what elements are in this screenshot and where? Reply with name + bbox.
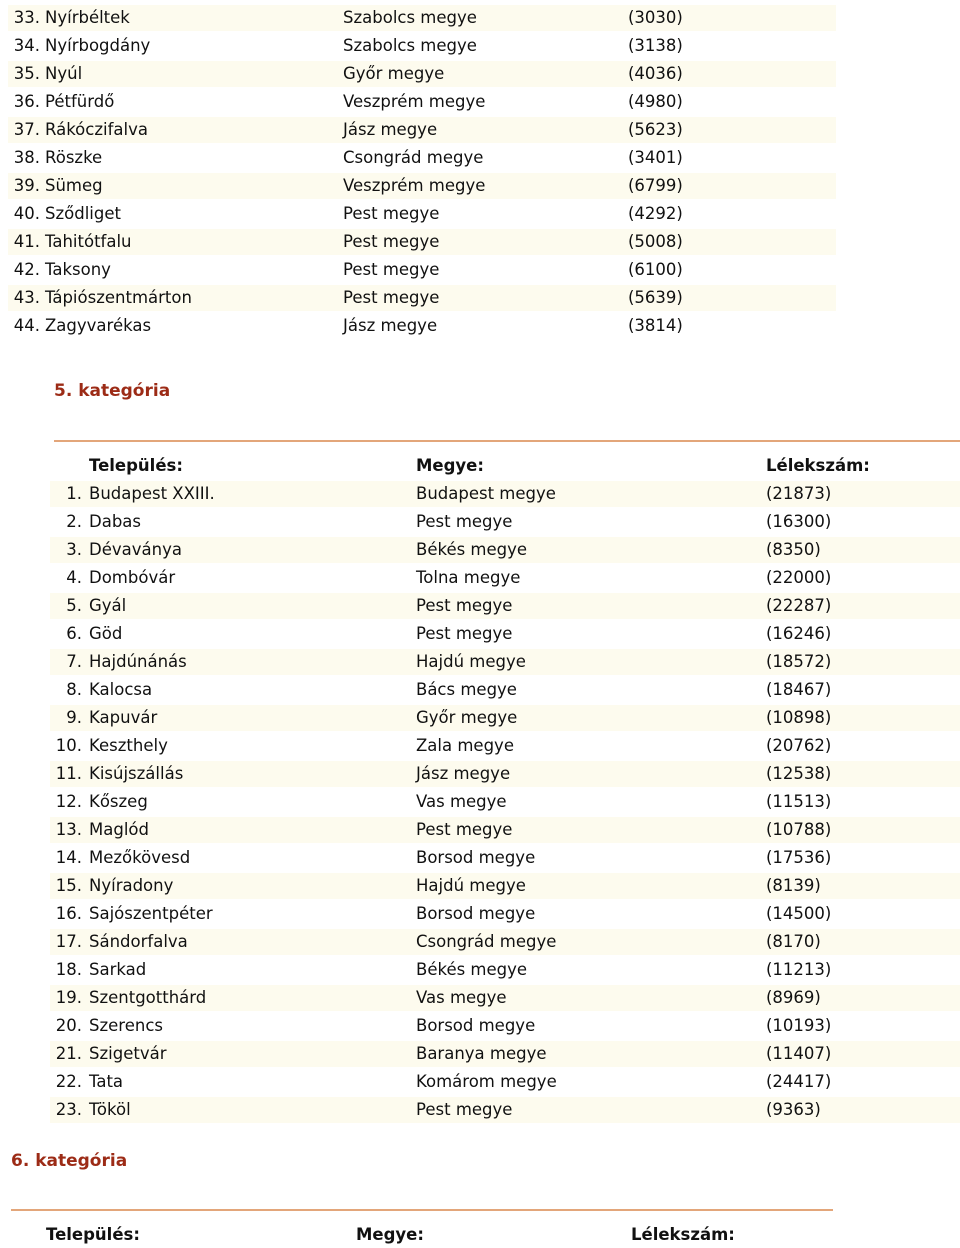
table-row (8, 5, 836, 31)
table-header-row (50, 453, 960, 479)
settlement-name: Tahitótfalu (45, 232, 132, 251)
county-name: Pest megye (416, 820, 513, 839)
county-name: Pest megye (416, 512, 513, 531)
table-row (50, 761, 960, 787)
county-name: Pest megye (416, 1100, 513, 1119)
county-name: Hajdú megye (416, 876, 526, 895)
settlement-name: Kapuvár (89, 708, 158, 727)
settlement-name: Röszke (45, 148, 103, 167)
county-name: Hajdú megye (416, 652, 526, 671)
population-value: (11407) (766, 1044, 832, 1063)
table-row (8, 89, 836, 115)
row-number: 5. (66, 596, 82, 615)
settlement-name: Kisújszállás (89, 764, 184, 783)
population-value: (5639) (628, 288, 683, 307)
row-number: 36. (13, 92, 40, 111)
settlement-name: Dabas (89, 512, 141, 531)
county-name: Csongrád megye (343, 148, 484, 167)
settlement-name: Szerencs (89, 1016, 163, 1035)
county-name: Pest megye (343, 260, 440, 279)
county-name: Bács megye (416, 680, 517, 699)
row-number: 19. (55, 988, 82, 1007)
settlement-name: Zagyvarékas (45, 316, 152, 335)
category-6-divider (11, 1209, 833, 1211)
population-value: (9363) (766, 1100, 821, 1119)
row-number: 13. (55, 820, 82, 839)
settlement-name: Kőszeg (89, 792, 148, 811)
row-number: 8. (66, 680, 82, 699)
table-row (50, 677, 960, 703)
settlement-name: Tököl (89, 1100, 131, 1119)
settlement-name: Göd (89, 624, 123, 643)
county-name: Borsod megye (416, 848, 536, 867)
table-header-row (8, 1222, 834, 1248)
population-value: (20762) (766, 736, 832, 755)
row-number: 4. (66, 568, 82, 587)
settlement-name: Szigetvár (89, 1044, 167, 1063)
population-value: (3030) (628, 8, 683, 27)
population-value: (6799) (628, 176, 683, 195)
table-row (50, 789, 960, 815)
table-row (50, 1069, 960, 1095)
table-row (8, 33, 836, 59)
settlement-name: Gyál (89, 596, 127, 615)
table-row (50, 957, 960, 983)
county-name: Pest megye (343, 232, 440, 251)
county-name: Békés megye (416, 540, 528, 559)
county-name: Pest megye (343, 288, 440, 307)
county-name: Baranya megye (416, 1044, 547, 1063)
county-name: Jász megye (416, 764, 511, 783)
settlement-name: Nyírbéltek (45, 8, 130, 27)
settlement-name: Sümeg (45, 176, 103, 195)
row-number: 21. (55, 1044, 82, 1063)
population-value: (3138) (628, 36, 683, 55)
row-number: 39. (13, 176, 40, 195)
settlement-name: Kalocsa (89, 680, 153, 699)
county-name: Vas megye (416, 988, 507, 1007)
row-number: 11. (55, 764, 82, 783)
county-name: Győr megye (343, 64, 445, 83)
population-value: (12538) (766, 764, 832, 783)
settlement-name: Tápiószentmárton (45, 288, 192, 307)
settlement-name: Sajószentpéter (89, 904, 213, 923)
county-name: Pest megye (416, 596, 513, 615)
row-number: 2. (66, 512, 82, 531)
population-value: (16246) (766, 624, 832, 643)
row-number: 15. (55, 876, 82, 895)
county-name: Csongrád megye (416, 932, 557, 951)
table-row (50, 845, 960, 871)
population-value: (10788) (766, 820, 832, 839)
header-county: Megye: (356, 1225, 424, 1244)
table-row (8, 257, 836, 283)
table-row (8, 145, 836, 171)
settlement-name: Sződliget (45, 204, 121, 223)
row-number: 16. (55, 904, 82, 923)
county-name: Komárom megye (416, 1072, 557, 1091)
population-value: (11513) (766, 792, 832, 811)
row-number: 22. (55, 1072, 82, 1091)
population-value: (3814) (628, 316, 683, 335)
population-value: (4292) (628, 204, 683, 223)
county-name: Tolna megye (416, 568, 521, 587)
table-row (50, 565, 960, 591)
row-number: 10. (55, 736, 82, 755)
table-row (8, 61, 836, 87)
population-value: (17536) (766, 848, 832, 867)
header-population: Lélekszám: (631, 1225, 735, 1244)
county-name: Vas megye (416, 792, 507, 811)
settlement-name: Keszthely (89, 736, 168, 755)
row-number: 33. (13, 8, 40, 27)
table-row (50, 509, 960, 535)
table-row (8, 285, 836, 311)
row-number: 6. (66, 624, 82, 643)
table-row (50, 901, 960, 927)
settlement-name: Nyíradony (89, 876, 174, 895)
population-value: (5008) (628, 232, 683, 251)
county-name: Pest megye (343, 204, 440, 223)
table-row (50, 705, 960, 731)
population-value: (8350) (766, 540, 821, 559)
row-number: 41. (13, 232, 40, 251)
settlement-name: Pétfürdő (45, 92, 115, 111)
population-value: (11213) (766, 960, 832, 979)
county-name: Budapest megye (416, 484, 556, 503)
table-row (50, 593, 960, 619)
population-value: (16300) (766, 512, 832, 531)
row-number: 14. (55, 848, 82, 867)
population-value: (24417) (766, 1072, 832, 1091)
population-value: (6100) (628, 260, 683, 279)
category-5-heading: 5. kategória (54, 381, 171, 401)
settlement-name: Rákóczifalva (45, 120, 148, 139)
county-name: Jász megye (343, 316, 438, 335)
table-row (8, 117, 836, 143)
county-name: Veszprém megye (343, 176, 486, 195)
population-value: (10898) (766, 708, 832, 727)
population-value: (21873) (766, 484, 832, 503)
row-number: 44. (13, 316, 40, 335)
settlement-name: Hajdúnánás (89, 652, 187, 671)
settlement-name: Maglód (89, 820, 149, 839)
table-row (8, 313, 836, 339)
population-value: (8969) (766, 988, 821, 1007)
settlement-name: Nyírbogdány (45, 36, 151, 55)
settlement-name: Dévaványa (89, 540, 182, 559)
table-row (50, 985, 960, 1011)
county-name: Jász megye (343, 120, 438, 139)
row-number: 20. (55, 1016, 82, 1035)
settlement-name: Nyúl (45, 64, 83, 83)
row-number: 35. (13, 64, 40, 83)
county-name: Veszprém megye (343, 92, 486, 111)
county-name: Borsod megye (416, 1016, 536, 1035)
table-row (50, 1041, 960, 1067)
settlement-name: Dombóvár (89, 568, 176, 587)
row-number: 18. (55, 960, 82, 979)
row-number: 12. (55, 792, 82, 811)
population-value: (3401) (628, 148, 683, 167)
population-value: (10193) (766, 1016, 832, 1035)
table-row (50, 537, 960, 563)
population-value: (8170) (766, 932, 821, 951)
population-value: (8139) (766, 876, 821, 895)
table-row (50, 733, 960, 759)
population-value: (5623) (628, 120, 683, 139)
population-value: (18572) (766, 652, 832, 671)
row-number: 42. (13, 260, 40, 279)
settlement-name: Sándorfalva (89, 932, 188, 951)
settlement-name: Taksony (45, 260, 111, 279)
settlement-name: Budapest XXIII. (89, 484, 215, 503)
population-value: (22000) (766, 568, 832, 587)
population-value: (4036) (628, 64, 683, 83)
settlement-name: Sarkad (89, 960, 147, 979)
table-row (8, 173, 836, 199)
table-row (50, 621, 960, 647)
header-settlement: Település: (89, 456, 183, 475)
table-row (50, 481, 960, 507)
category-6-heading: 6. kategória (11, 1151, 128, 1171)
table-row (50, 817, 960, 843)
county-name: Szabolcs megye (343, 8, 477, 27)
row-number: 17. (55, 932, 82, 951)
settlement-name: Szentgotthárd (89, 988, 207, 1007)
table-row (50, 929, 960, 955)
row-number: 43. (13, 288, 40, 307)
table-row (8, 229, 836, 255)
header-population: Lélekszám: (766, 456, 870, 475)
category-5-divider (54, 440, 960, 442)
row-number: 1. (66, 484, 82, 503)
header-settlement: Település: (46, 1225, 140, 1244)
table-row (50, 649, 960, 675)
population-value: (22287) (766, 596, 832, 615)
county-name: Békés megye (416, 960, 528, 979)
population-value: (14500) (766, 904, 832, 923)
table-row (8, 201, 836, 227)
table-row (50, 873, 960, 899)
row-number: 34. (13, 36, 40, 55)
county-name: Szabolcs megye (343, 36, 477, 55)
settlement-name: Tata (89, 1072, 124, 1091)
county-name: Pest megye (416, 624, 513, 643)
row-number: 40. (13, 204, 40, 223)
row-number: 7. (66, 652, 82, 671)
county-name: Borsod megye (416, 904, 536, 923)
row-number: 9. (66, 708, 82, 727)
settlement-name: Mezőkövesd (89, 848, 191, 867)
table-row (50, 1097, 960, 1123)
county-name: Zala megye (416, 736, 514, 755)
population-value: (18467) (766, 680, 832, 699)
population-value: (4980) (628, 92, 683, 111)
row-number: 37. (13, 120, 40, 139)
row-number: 3. (66, 540, 82, 559)
row-number: 38. (13, 148, 40, 167)
row-number: 23. (55, 1100, 82, 1119)
county-name: Győr megye (416, 708, 518, 727)
header-county: Megye: (416, 456, 484, 475)
table-row (50, 1013, 960, 1039)
